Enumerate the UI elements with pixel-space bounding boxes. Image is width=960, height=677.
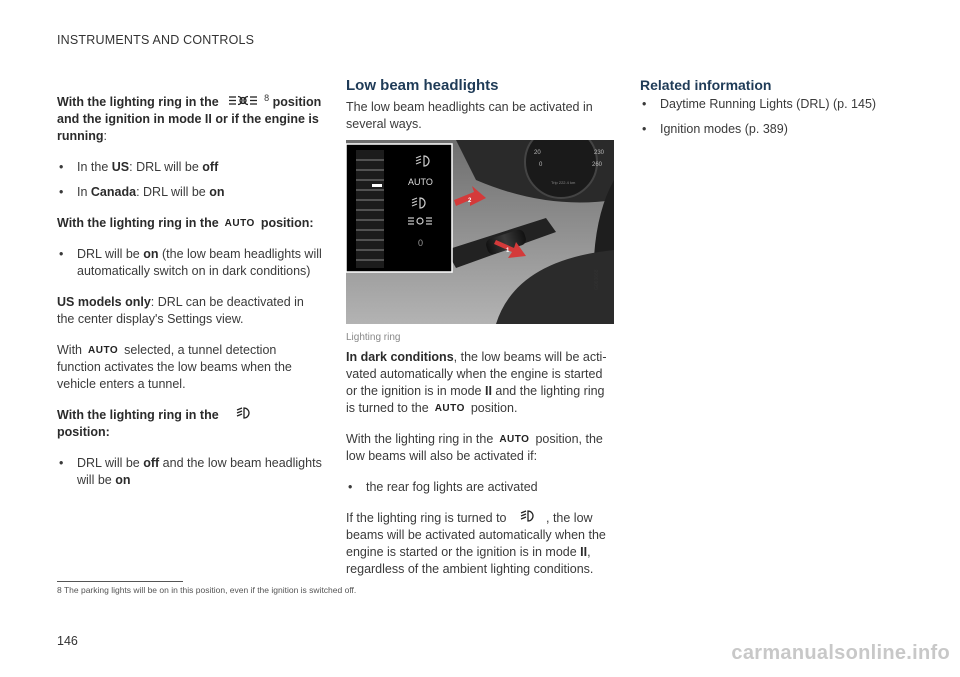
drl-lowbeam-list bbox=[57, 455, 322, 489]
parking-light-icon bbox=[228, 94, 258, 111]
section-title: Low beam headlights bbox=[346, 77, 499, 94]
p-dark-conditions: In dark conditions, the low beams will be acti-vated automatically when the engine is started or the ignition is in mode II and the lighting ring is turned to the AUTO position. bbox=[346, 350, 607, 415]
gauge-number: 230 bbox=[594, 150, 605, 156]
footnote-rule bbox=[57, 581, 183, 582]
rear-fog-list bbox=[346, 479, 611, 496]
related-link[interactable]: • Ignition modes (p. 389) bbox=[642, 122, 788, 136]
auto-icon: AUTO bbox=[88, 345, 119, 357]
page-header: INSTRUMENTS AND CONTROLS bbox=[57, 33, 255, 47]
related-info-column bbox=[640, 77, 905, 152]
svg-text:2: 2 bbox=[468, 198, 472, 204]
page-number: 146 bbox=[57, 634, 78, 648]
p-parking-position bbox=[57, 94, 322, 145]
bullet: • bbox=[59, 185, 64, 200]
low-beam-body bbox=[346, 349, 611, 592]
p-auto-position: With the lighting ring in the AUTO position: bbox=[57, 216, 314, 231]
p-tunnel-detection: With AUTO selected, a tunnel detection function activates the low beams when the vehicle enters a tunnel. bbox=[57, 343, 292, 392]
auto-icon: AUTO bbox=[434, 403, 465, 414]
ring-label-zero: 0 bbox=[418, 238, 424, 248]
low-beam-icon bbox=[236, 407, 252, 424]
list-item: • In Canada: DRL will be on bbox=[59, 185, 225, 200]
p-turned-low-beam: If the lighting ring is turned to , the low beams will be activated automatically when the engine is started or the ignition is in mode II, regardless of the ambient lighting conditions. bbox=[346, 511, 606, 577]
p-auto-rear-fog: With the lighting ring in the AUTO position, the low beams will also be activated if: bbox=[346, 432, 603, 463]
drl-auto-list bbox=[57, 246, 322, 280]
intro-text: The low beam headlights can be activated in several ways. bbox=[346, 100, 593, 131]
low-beam-column bbox=[346, 77, 611, 147]
list-item: • DRL will be off and the low beam headlights will be on bbox=[59, 456, 322, 488]
bullet: • bbox=[59, 160, 64, 175]
image-code: G060668 bbox=[594, 269, 600, 290]
figure-caption: Lighting ring bbox=[346, 332, 401, 343]
p-lowbeam-position: With the lighting ring in the position: bbox=[57, 407, 322, 441]
related-title: Related information bbox=[640, 77, 772, 93]
watermark: carmanualsonline.info bbox=[731, 642, 950, 664]
gauge-number: 0 bbox=[539, 162, 543, 168]
ring-label-auto: AUTO bbox=[408, 177, 433, 187]
footnote-ref[interactable]: 8 bbox=[264, 92, 270, 103]
related-link[interactable]: • Daytime Running Lights (DRL) (p. 145) bbox=[642, 97, 877, 111]
footnote: 8 The parking lights will be on in this position, even if the ignition is switched off. bbox=[57, 585, 357, 595]
related-links bbox=[640, 96, 905, 138]
trip-readout: Trip 222.4 km bbox=[551, 180, 576, 185]
drl-column bbox=[57, 94, 322, 503]
gauge-number: 20 bbox=[534, 150, 541, 156]
lighting-ring-figure bbox=[346, 140, 614, 324]
p1-colon: : bbox=[103, 129, 107, 144]
auto-icon: AUTO bbox=[224, 218, 255, 230]
list-item: • DRL will be on (the low beam headlights will automatically switch on in dark conditions) bbox=[59, 247, 322, 279]
p1-pre: With the lighting ring in the bbox=[57, 95, 219, 109]
list-item: • the rear fog lights are activated bbox=[348, 480, 538, 494]
drl-country-list bbox=[57, 159, 322, 201]
p-us-models: US models only: DRL can be deactivated in the center display's Settings view. bbox=[57, 295, 304, 327]
low-beam-icon bbox=[520, 510, 536, 527]
svg-text:1: 1 bbox=[506, 248, 510, 254]
auto-icon: AUTO bbox=[499, 434, 530, 445]
gauge-number: 260 bbox=[592, 162, 603, 168]
p1-post: position and the ignition in mode II or if the engine is running bbox=[57, 95, 322, 144]
list-item: • In the US: DRL will be off bbox=[59, 160, 219, 175]
